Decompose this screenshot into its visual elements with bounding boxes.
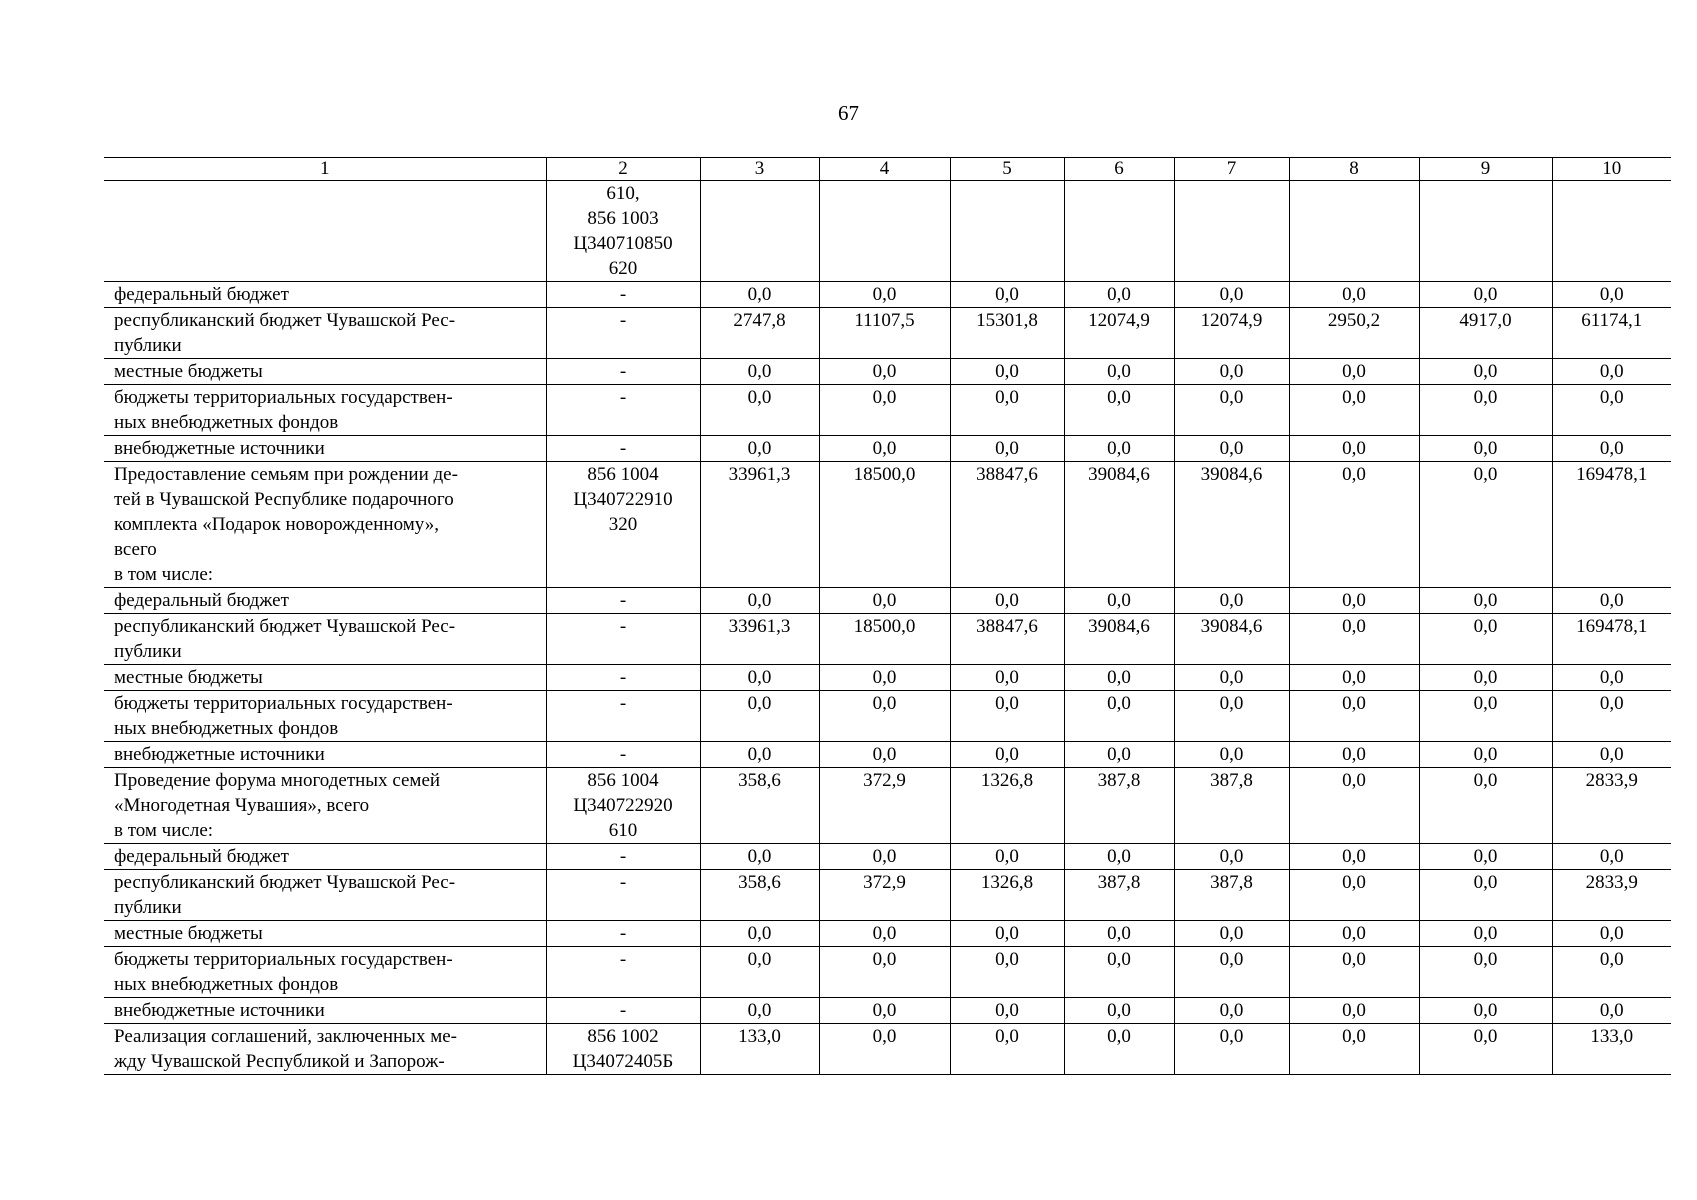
amount-cell: 39084,6 bbox=[1064, 614, 1174, 665]
table-row bbox=[104, 462, 1671, 588]
budget-classification-code: - bbox=[546, 691, 700, 742]
amount-cell: 18500,0 bbox=[819, 614, 950, 665]
amount-cell: 0,0 bbox=[1064, 947, 1174, 998]
row-description: республиканский бюджет Чувашской Рес- публики bbox=[104, 614, 546, 665]
amount-cell: 0,0 bbox=[1289, 947, 1419, 998]
budget-classification-code: - bbox=[546, 665, 700, 691]
amount-cell: 0,0 bbox=[700, 691, 819, 742]
amount-cell bbox=[1419, 181, 1552, 282]
budget-classification-code: 610, 856 1003 Ц340710850 620 bbox=[546, 181, 700, 282]
amount-cell: 133,0 bbox=[1552, 1024, 1671, 1075]
amount-cell: 0,0 bbox=[1064, 742, 1174, 768]
budget-classification-code: - bbox=[546, 844, 700, 870]
amount-cell: 2833,9 bbox=[1552, 870, 1671, 921]
amount-cell: 39084,6 bbox=[1174, 614, 1289, 665]
amount-cell: 0,0 bbox=[1419, 742, 1552, 768]
table-row bbox=[104, 742, 1671, 768]
amount-cell: 0,0 bbox=[950, 947, 1064, 998]
table-row bbox=[104, 921, 1671, 947]
amount-cell: 0,0 bbox=[1552, 588, 1671, 614]
table-row bbox=[104, 768, 1671, 844]
amount-cell: 372,9 bbox=[819, 768, 950, 844]
budget-classification-code: 856 1002 Ц34072405Б bbox=[546, 1024, 700, 1075]
row-description: республиканский бюджет Чувашской Рес- публики bbox=[104, 870, 546, 921]
budget-table bbox=[104, 157, 1671, 1075]
amount-cell: 0,0 bbox=[819, 844, 950, 870]
amount-cell: 0,0 bbox=[1289, 614, 1419, 665]
amount-cell: 0,0 bbox=[950, 921, 1064, 947]
row-description: бюджеты территориальных государствен- ных внебюджетных фондов bbox=[104, 691, 546, 742]
amount-cell: 0,0 bbox=[950, 282, 1064, 308]
amount-cell: 0,0 bbox=[1552, 665, 1671, 691]
amount-cell: 0,0 bbox=[819, 282, 950, 308]
row-description: республиканский бюджет Чувашской Рес- публики bbox=[104, 308, 546, 359]
amount-cell: 0,0 bbox=[819, 1024, 950, 1075]
amount-cell: 0,0 bbox=[1419, 870, 1552, 921]
amount-cell: 0,0 bbox=[1289, 998, 1419, 1024]
table-row bbox=[104, 436, 1671, 462]
amount-cell: 0,0 bbox=[819, 588, 950, 614]
amount-cell: 387,8 bbox=[1064, 870, 1174, 921]
row-description: Проведение форума многодетных семей «Многодетная Чувашия», всего в том числе: bbox=[104, 768, 546, 844]
amount-cell: 0,0 bbox=[950, 385, 1064, 436]
amount-cell: 0,0 bbox=[1552, 947, 1671, 998]
amount-cell: 2747,8 bbox=[700, 308, 819, 359]
amount-cell: 0,0 bbox=[1419, 588, 1552, 614]
amount-cell: 0,0 bbox=[1289, 436, 1419, 462]
amount-cell: 387,8 bbox=[1174, 870, 1289, 921]
amount-cell bbox=[819, 181, 950, 282]
column-number: 9 bbox=[1419, 158, 1552, 181]
amount-cell: 2833,9 bbox=[1552, 768, 1671, 844]
amount-cell: 0,0 bbox=[1419, 462, 1552, 588]
column-number: 4 bbox=[819, 158, 950, 181]
amount-cell: 11107,5 bbox=[819, 308, 950, 359]
amount-cell: 0,0 bbox=[950, 1024, 1064, 1075]
row-description: бюджеты территориальных государствен- ных внебюджетных фондов bbox=[104, 947, 546, 998]
amount-cell: 0,0 bbox=[1552, 282, 1671, 308]
amount-cell: 0,0 bbox=[1289, 691, 1419, 742]
amount-cell: 387,8 bbox=[1174, 768, 1289, 844]
column-number: 5 bbox=[950, 158, 1064, 181]
amount-cell: 0,0 bbox=[950, 359, 1064, 385]
amount-cell: 15301,8 bbox=[950, 308, 1064, 359]
amount-cell: 0,0 bbox=[1552, 742, 1671, 768]
amount-cell: 0,0 bbox=[700, 921, 819, 947]
amount-cell: 2950,2 bbox=[1289, 308, 1419, 359]
amount-cell bbox=[1064, 181, 1174, 282]
amount-cell bbox=[1552, 181, 1671, 282]
amount-cell: 0,0 bbox=[1289, 1024, 1419, 1075]
amount-cell: 0,0 bbox=[1419, 921, 1552, 947]
amount-cell: 0,0 bbox=[1174, 844, 1289, 870]
amount-cell: 0,0 bbox=[1064, 998, 1174, 1024]
amount-cell: 0,0 bbox=[1064, 691, 1174, 742]
amount-cell: 12074,9 bbox=[1064, 308, 1174, 359]
amount-cell: 0,0 bbox=[700, 436, 819, 462]
amount-cell: 38847,6 bbox=[950, 614, 1064, 665]
amount-cell: 0,0 bbox=[1289, 768, 1419, 844]
amount-cell: 0,0 bbox=[1419, 436, 1552, 462]
column-number: 2 bbox=[546, 158, 700, 181]
amount-cell: 0,0 bbox=[819, 742, 950, 768]
amount-cell: 0,0 bbox=[1419, 1024, 1552, 1075]
row-description: федеральный бюджет bbox=[104, 588, 546, 614]
budget-classification-code: - bbox=[546, 614, 700, 665]
amount-cell: 0,0 bbox=[1419, 614, 1552, 665]
amount-cell bbox=[1289, 181, 1419, 282]
amount-cell: 0,0 bbox=[1289, 282, 1419, 308]
table-row bbox=[104, 691, 1671, 742]
row-description bbox=[104, 181, 546, 282]
amount-cell: 0,0 bbox=[1174, 921, 1289, 947]
row-description: Предоставление семьям при рождении де- тей в Чувашской Республике подарочного комплекта «Подарок новорожденному», всего в том числе: bbox=[104, 462, 546, 588]
amount-cell: 0,0 bbox=[1419, 998, 1552, 1024]
table-row bbox=[104, 870, 1671, 921]
amount-cell: 0,0 bbox=[1174, 947, 1289, 998]
amount-cell: 0,0 bbox=[1174, 385, 1289, 436]
amount-cell: 0,0 bbox=[700, 359, 819, 385]
amount-cell: 0,0 bbox=[1174, 691, 1289, 742]
amount-cell: 0,0 bbox=[1419, 768, 1552, 844]
amount-cell: 0,0 bbox=[819, 385, 950, 436]
budget-classification-code: - bbox=[546, 282, 700, 308]
table-row bbox=[104, 308, 1671, 359]
amount-cell: 0,0 bbox=[819, 921, 950, 947]
amount-cell: 0,0 bbox=[819, 665, 950, 691]
amount-cell: 0,0 bbox=[1289, 359, 1419, 385]
amount-cell: 0,0 bbox=[1064, 844, 1174, 870]
amount-cell: 0,0 bbox=[1419, 359, 1552, 385]
amount-cell: 0,0 bbox=[700, 947, 819, 998]
table-row bbox=[104, 844, 1671, 870]
amount-cell: 0,0 bbox=[1552, 436, 1671, 462]
column-number: 3 bbox=[700, 158, 819, 181]
amount-cell: 0,0 bbox=[700, 998, 819, 1024]
amount-cell: 0,0 bbox=[1552, 691, 1671, 742]
budget-classification-code: - bbox=[546, 921, 700, 947]
amount-cell: 0,0 bbox=[950, 691, 1064, 742]
budget-classification-code: - bbox=[546, 588, 700, 614]
amount-cell: 0,0 bbox=[1174, 436, 1289, 462]
budget-classification-code: - bbox=[546, 385, 700, 436]
amount-cell: 0,0 bbox=[1174, 359, 1289, 385]
column-number: 10 bbox=[1552, 158, 1671, 181]
budget-classification-code: - bbox=[546, 870, 700, 921]
table-row bbox=[104, 1024, 1671, 1075]
amount-cell: 0,0 bbox=[950, 844, 1064, 870]
amount-cell: 0,0 bbox=[1289, 844, 1419, 870]
amount-cell: 0,0 bbox=[1174, 742, 1289, 768]
amount-cell: 0,0 bbox=[1419, 665, 1552, 691]
amount-cell: 169478,1 bbox=[1552, 462, 1671, 588]
amount-cell: 1326,8 bbox=[950, 768, 1064, 844]
amount-cell: 0,0 bbox=[1289, 870, 1419, 921]
amount-cell bbox=[1174, 181, 1289, 282]
budget-classification-code: - bbox=[546, 436, 700, 462]
amount-cell: 0,0 bbox=[700, 844, 819, 870]
budget-classification-code: 856 1004 Ц340722910 320 bbox=[546, 462, 700, 588]
amount-cell: 0,0 bbox=[819, 691, 950, 742]
amount-cell: 0,0 bbox=[819, 947, 950, 998]
table-row bbox=[104, 181, 1671, 282]
table-row bbox=[104, 588, 1671, 614]
amount-cell: 0,0 bbox=[1419, 691, 1552, 742]
column-number: 7 bbox=[1174, 158, 1289, 181]
amount-cell: 0,0 bbox=[1064, 665, 1174, 691]
amount-cell: 61174,1 bbox=[1552, 308, 1671, 359]
amount-cell: 0,0 bbox=[950, 998, 1064, 1024]
amount-cell: 18500,0 bbox=[819, 462, 950, 588]
budget-classification-code: - bbox=[546, 947, 700, 998]
amount-cell: 33961,3 bbox=[700, 614, 819, 665]
amount-cell: 1326,8 bbox=[950, 870, 1064, 921]
amount-cell: 0,0 bbox=[819, 359, 950, 385]
amount-cell: 0,0 bbox=[1174, 1024, 1289, 1075]
amount-cell: 0,0 bbox=[1064, 385, 1174, 436]
amount-cell: 0,0 bbox=[1552, 921, 1671, 947]
amount-cell: 0,0 bbox=[1419, 844, 1552, 870]
amount-cell bbox=[700, 181, 819, 282]
table-row bbox=[104, 385, 1671, 436]
amount-cell: 0,0 bbox=[1289, 742, 1419, 768]
amount-cell: 0,0 bbox=[1289, 588, 1419, 614]
amount-cell: 0,0 bbox=[950, 665, 1064, 691]
amount-cell: 0,0 bbox=[1064, 436, 1174, 462]
amount-cell: 133,0 bbox=[700, 1024, 819, 1075]
amount-cell: 39084,6 bbox=[1064, 462, 1174, 588]
row-description: федеральный бюджет bbox=[104, 844, 546, 870]
amount-cell: 0,0 bbox=[1419, 385, 1552, 436]
amount-cell: 0,0 bbox=[1289, 385, 1419, 436]
amount-cell: 12074,9 bbox=[1174, 308, 1289, 359]
table-row bbox=[104, 614, 1671, 665]
table-row bbox=[104, 665, 1671, 691]
row-description: местные бюджеты bbox=[104, 665, 546, 691]
budget-classification-code: - bbox=[546, 998, 700, 1024]
table-row bbox=[104, 998, 1671, 1024]
amount-cell: 0,0 bbox=[1064, 1024, 1174, 1075]
amount-cell: 0,0 bbox=[1289, 462, 1419, 588]
row-description: бюджеты территориальных государствен- ных внебюджетных фондов bbox=[104, 385, 546, 436]
amount-cell: 0,0 bbox=[700, 588, 819, 614]
column-number-row bbox=[104, 158, 1671, 181]
amount-cell: 0,0 bbox=[1064, 588, 1174, 614]
amount-cell: 387,8 bbox=[1064, 768, 1174, 844]
amount-cell: 0,0 bbox=[819, 998, 950, 1024]
table-row bbox=[104, 947, 1671, 998]
amount-cell: 39084,6 bbox=[1174, 462, 1289, 588]
column-number: 8 bbox=[1289, 158, 1419, 181]
amount-cell: 0,0 bbox=[700, 665, 819, 691]
row-description: местные бюджеты bbox=[104, 359, 546, 385]
amount-cell: 38847,6 bbox=[950, 462, 1064, 588]
amount-cell: 0,0 bbox=[1174, 998, 1289, 1024]
amount-cell: 0,0 bbox=[700, 742, 819, 768]
amount-cell: 0,0 bbox=[950, 436, 1064, 462]
amount-cell: 4917,0 bbox=[1419, 308, 1552, 359]
column-number: 1 bbox=[104, 158, 546, 181]
budget-classification-code: - bbox=[546, 308, 700, 359]
budget-classification-code: 856 1004 Ц340722920 610 bbox=[546, 768, 700, 844]
row-description: федеральный бюджет bbox=[104, 282, 546, 308]
amount-cell: 0,0 bbox=[1552, 844, 1671, 870]
amount-cell: 0,0 bbox=[1064, 359, 1174, 385]
row-description: внебюджетные источники bbox=[104, 742, 546, 768]
amount-cell: 0,0 bbox=[1552, 998, 1671, 1024]
amount-cell: 0,0 bbox=[1419, 947, 1552, 998]
amount-cell: 0,0 bbox=[1174, 588, 1289, 614]
table-row bbox=[104, 359, 1671, 385]
amount-cell: 0,0 bbox=[1289, 921, 1419, 947]
page-number: 67 bbox=[838, 101, 859, 125]
column-number: 6 bbox=[1064, 158, 1174, 181]
row-description: внебюджетные источники bbox=[104, 998, 546, 1024]
amount-cell: 0,0 bbox=[819, 436, 950, 462]
amount-cell: 0,0 bbox=[700, 282, 819, 308]
amount-cell: 33961,3 bbox=[700, 462, 819, 588]
budget-classification-code: - bbox=[546, 359, 700, 385]
table-row bbox=[104, 282, 1671, 308]
amount-cell: 0,0 bbox=[1174, 282, 1289, 308]
amount-cell: 0,0 bbox=[1174, 665, 1289, 691]
amount-cell: 358,6 bbox=[700, 870, 819, 921]
row-description: внебюджетные источники bbox=[104, 436, 546, 462]
amount-cell: 0,0 bbox=[1064, 282, 1174, 308]
budget-classification-code: - bbox=[546, 742, 700, 768]
amount-cell: 0,0 bbox=[700, 385, 819, 436]
amount-cell: 0,0 bbox=[1419, 282, 1552, 308]
amount-cell: 0,0 bbox=[1552, 359, 1671, 385]
amount-cell: 358,6 bbox=[700, 768, 819, 844]
amount-cell: 0,0 bbox=[950, 742, 1064, 768]
row-description: Реализация соглашений, заключенных ме- жду Чувашской Республикой и Запорож- bbox=[104, 1024, 546, 1075]
amount-cell: 0,0 bbox=[1064, 921, 1174, 947]
amount-cell: 372,9 bbox=[819, 870, 950, 921]
amount-cell: 0,0 bbox=[950, 588, 1064, 614]
amount-cell: 169478,1 bbox=[1552, 614, 1671, 665]
amount-cell: 0,0 bbox=[1289, 665, 1419, 691]
amount-cell bbox=[950, 181, 1064, 282]
row-description: местные бюджеты bbox=[104, 921, 546, 947]
amount-cell: 0,0 bbox=[1552, 385, 1671, 436]
